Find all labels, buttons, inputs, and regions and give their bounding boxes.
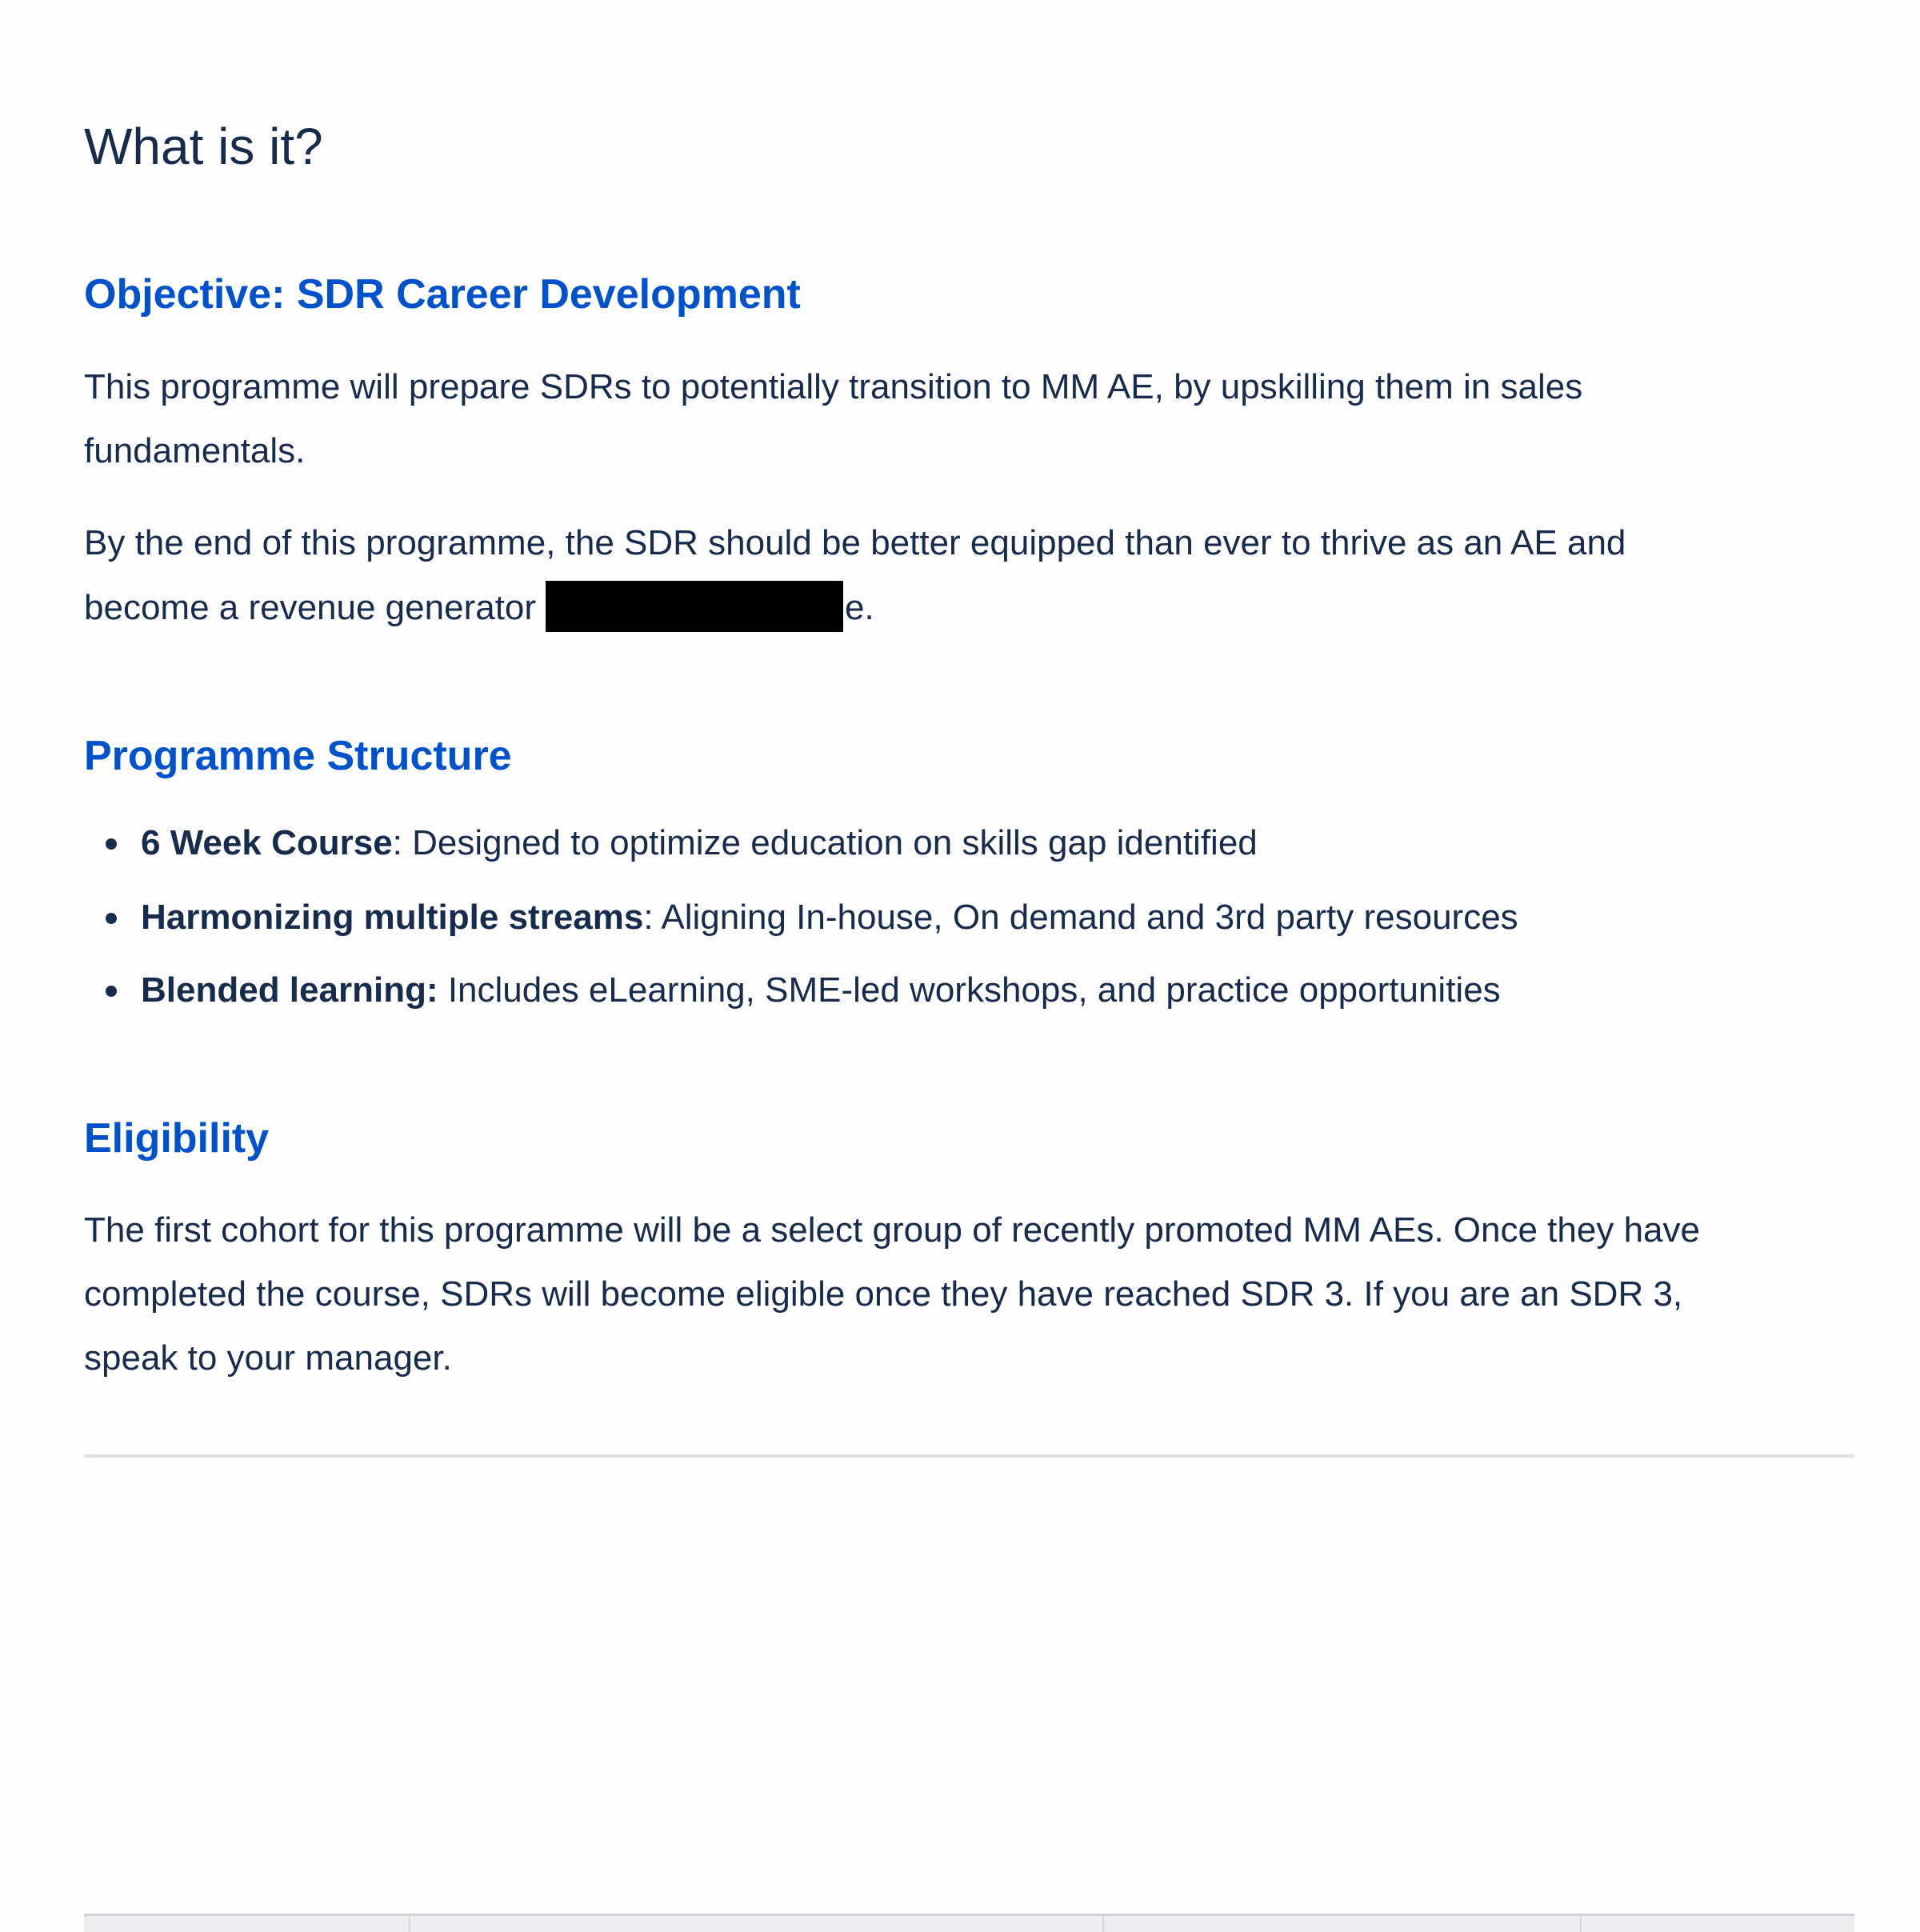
table-column-divider — [1102, 1916, 1104, 1932]
programme-structure-heading: Programme Structure — [84, 733, 512, 779]
list-item — [141, 811, 1258, 875]
objective-heading: Objective: SDR Career Development — [84, 271, 801, 318]
table-top-edge — [84, 1914, 1854, 1932]
list-item-text: Includes eLearning, SME-led workshops, and practice opportunities — [438, 970, 1501, 1010]
list-item — [141, 958, 1501, 1022]
list-item-text: : Aligning In-house, On demand and 3rd party resources — [643, 898, 1518, 937]
objective-paragraph-line: By the end of this programme, the SDR should be better equipped than ever to thrive as an AE and — [84, 523, 1626, 562]
eligibility-paragraph-line: The first cohort for this programme will be a select group of recently promoted MM AEs. Once they have — [84, 1210, 1700, 1250]
text-segment: become a revenue generator — [84, 588, 537, 627]
bullet-icon — [106, 986, 117, 997]
objective-paragraph-line: This programme will prepare SDRs to potentially transition to MM AE, by upskilling them in sales — [84, 367, 1583, 406]
eligibility-paragraph-line: completed the course, SDRs will become eligible once they have reached SDR 3. If you are an SDR 3, — [84, 1274, 1683, 1314]
list-item-text: : Designed to optimize education on skills gap identified — [392, 823, 1258, 862]
redaction-block — [546, 581, 843, 632]
bullet-icon — [106, 838, 117, 850]
eligibility-paragraph-line: speak to your manager. — [84, 1338, 452, 1378]
list-item — [141, 886, 1518, 950]
divider — [84, 1454, 1854, 1458]
table-column-divider — [409, 1916, 410, 1932]
eligibility-heading: Eligibility — [84, 1115, 270, 1162]
text-segment: e. — [845, 588, 874, 627]
list-item-bold: Blended learning: — [141, 970, 438, 1010]
bullet-icon — [106, 913, 117, 924]
table-column-divider — [1580, 1916, 1582, 1932]
page-title: What is it? — [84, 118, 323, 175]
list-item-bold: 6 Week Course — [141, 823, 393, 862]
objective-paragraph-line: fundamentals. — [84, 431, 306, 470]
objective-paragraph-line — [84, 576, 874, 640]
list-item-bold: Harmonizing multiple streams — [141, 898, 644, 937]
